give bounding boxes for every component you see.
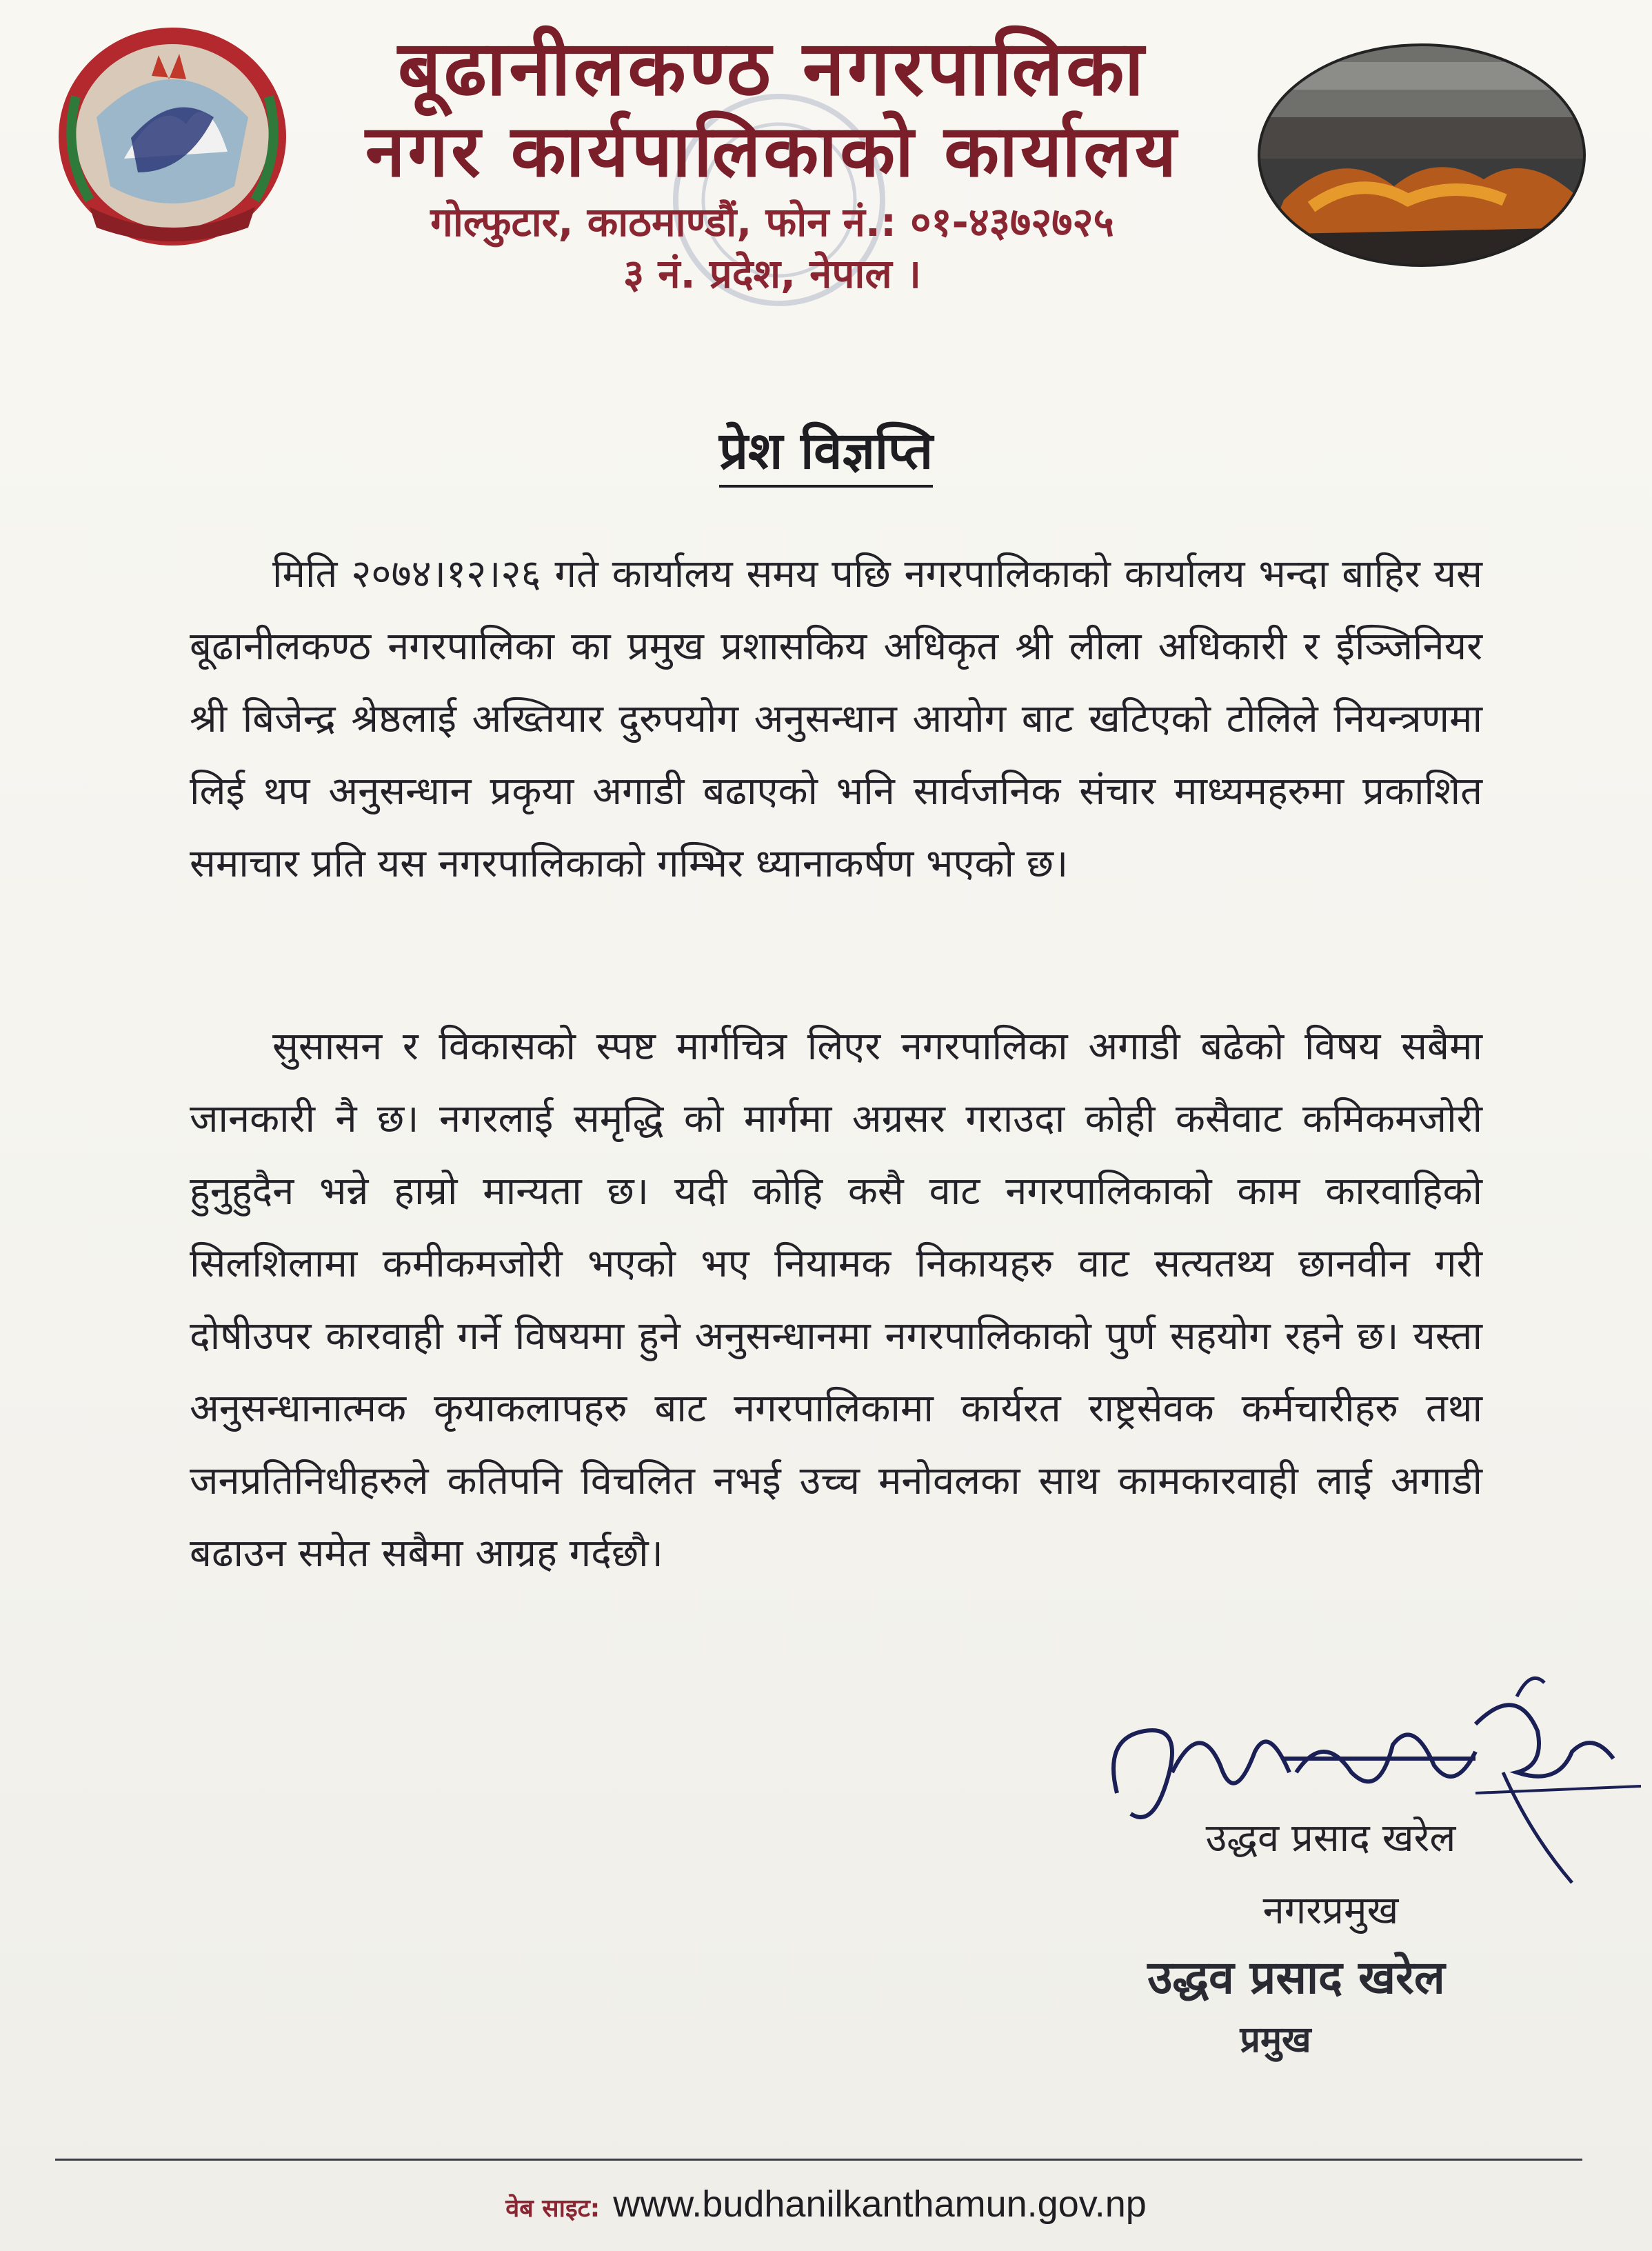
handwritten-signature: [1089, 1655, 1652, 1903]
letterhead-province: ३ नं. प्रदेश, नेपाल ।: [623, 250, 921, 297]
signatory-title: नगरप्रमुख: [1262, 1888, 1399, 1933]
letterhead-title-municipality: बूढानीलकण्ठ नगरपालिका: [397, 24, 1147, 112]
letterhead-title-office: नगर कार्यपालिकाको कार्यालय: [365, 109, 1180, 193]
heading-text: प्रेश विज्ञप्ति: [719, 421, 933, 488]
building-photo: [1256, 41, 1587, 269]
signatory-name: उद्धव प्रसाद खरेल: [1205, 1816, 1456, 1861]
footer: [0, 2183, 1652, 2225]
website-label: वेब साइट:: [505, 2194, 601, 2223]
government-emblem-icon: [48, 14, 296, 255]
body-paragraph-2: सुसासन र विकासको स्पष्ट मार्गचित्र लिएर नगरपालिका अगाडी बढेको विषय सबैमा जानकारी नै छ। नगरलाई समृद्धि को मार्गमा अग्रसर गराउदा कोही कसैवाट कमिकमजोरी हुनुहुदैन भन्ने हाम्रो मान्यता छ। यदी कोहि कसै वाट नगरपालिकाको काम कारवाहिको सिलशिलामा कमीकमजोरी भएको भए नियामक निकायहरु वाट सत्यतथ्य छानवीन गरी दोषीउपर कारवाही गर्ने विषयमा हुने अनुसन्धानमा नगरपालिकाको पुर्ण सहयोग रहने छ। यस्ता अनुसन्धानात्मक कृयाकलापहरु बाट नगरपालिकामा कार्यरत राष्ट्रसेवक कर्मचारीहरु तथा जनप्रतिनिधीहरुले कतिपनि विचलित नभई उच्च मनोवलका साथ कामकारवाही लाई अगाडी बढाउन समेत सबैमा आग्रह गर्दछौ।: [190, 1024, 1482, 1576]
stamp-title: प्रमुख: [1240, 2019, 1311, 2061]
letterhead-address: गोल्फुटार, काठमाण्डौं, फोन नं.: ०१-४३७२७२५: [430, 199, 1114, 246]
body-paragraph-1: मिति २०७४।१२।२६ गते कार्यालय समय पछि नगरपालिकाको कार्यालय भन्दा बाहिर यस बूढानीलकण्ठ नगरपालिका का प्रमुख प्रशासकिय अधिकृत श्री लीला अधिकारी र ईञ्जिनियर श्री बिजेन्द्र श्रेष्ठलाई अख्तियार दुरुपयोग अनुसन्धान आयोग बाट खटिएको टोलिले नियन्त्रणमा लिई थप अनुसन्धान प्रकृया अगाडी बढाएको भनि सार्वजनिक संचार माध्यमहरुमा प्रकाशित समाचार प्रति यस नगरपालिकाको गम्भिर ध्यानाकर्षण भएको छ।: [190, 552, 1482, 886]
document-heading: [0, 414, 1652, 483]
footer-divider: [55, 2159, 1582, 2161]
stamp-name: उद्धव प्रसाद खरेल: [1147, 1951, 1445, 2004]
website-link[interactable]: www.budhanilkanthamun.gov.np: [613, 2183, 1147, 2225]
